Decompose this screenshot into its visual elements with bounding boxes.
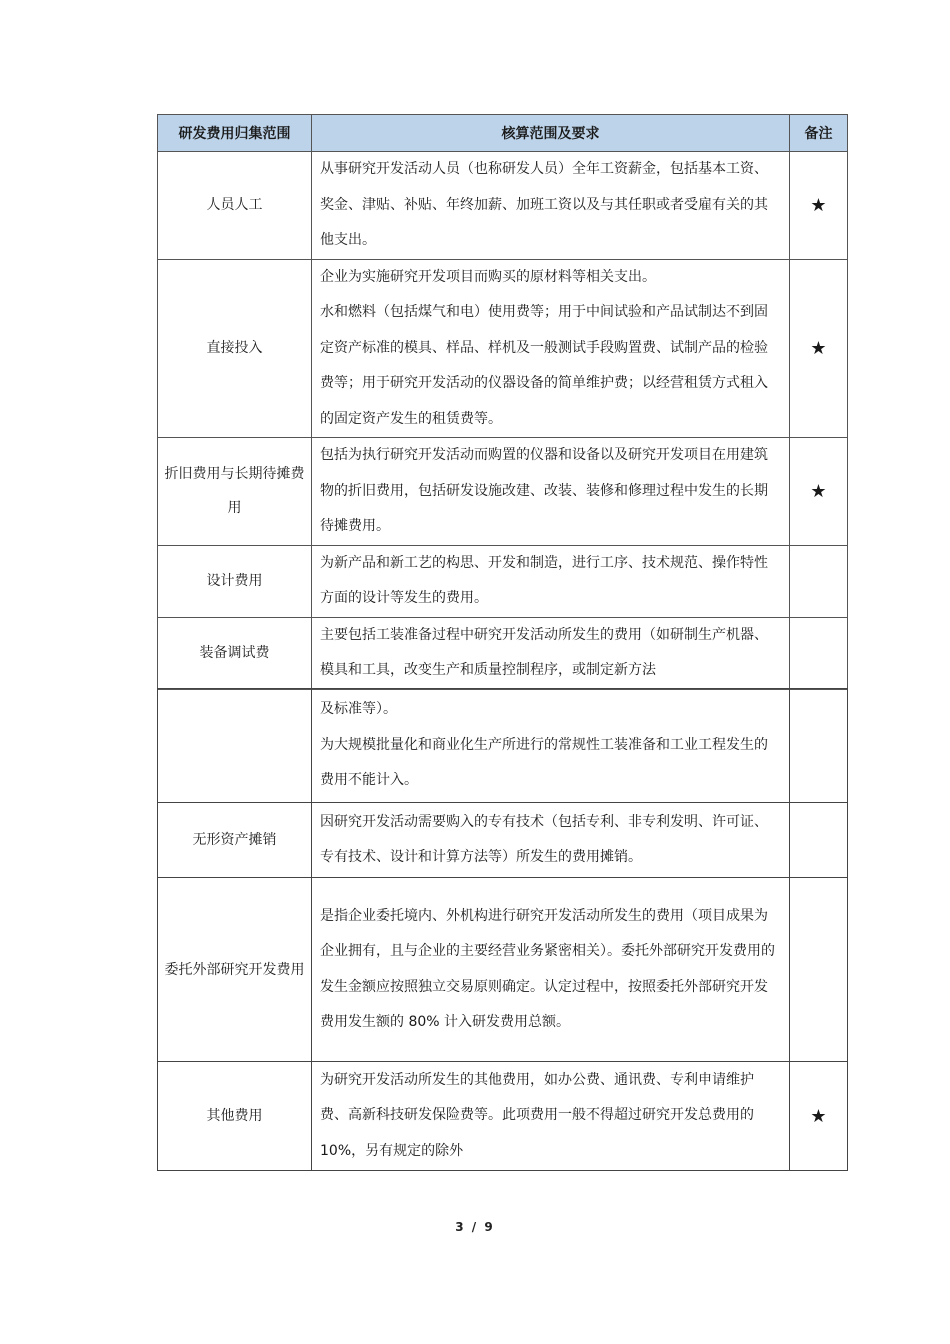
table-row	[158, 689, 848, 803]
scope-cell	[312, 689, 790, 803]
scope-text: 主要包括工装准备过程中研究开发活动所发生的费用（如研制生产机器、模具和工具，改变生产和质量控制程序，或制定新方法	[320, 626, 768, 678]
header-scope: 核算范围及要求	[312, 115, 790, 152]
note-cell	[790, 803, 848, 878]
note-cell	[790, 878, 848, 1062]
star-icon: ★	[790, 152, 848, 260]
scope-text: 为研究开发活动所发生的其他费用，如办公费、通讯费、专利申请维护费、高新科技研发保险费等。此项费用一般不得超过研究开发总费用的 10%，另有规定的除外	[320, 1071, 754, 1159]
table-row	[158, 878, 848, 1062]
category-cell: 委托外部研究开发费用	[158, 878, 312, 1062]
table-header-row	[158, 115, 848, 152]
table-row	[158, 1062, 848, 1171]
note-cell	[790, 545, 848, 617]
scope-cell	[312, 878, 790, 1062]
expense-table-part1	[157, 114, 848, 690]
scope-cell	[312, 259, 790, 438]
scope-text: 及标准等）。	[320, 701, 397, 718]
header-category: 研发费用归集范围	[158, 115, 312, 152]
scope-cell	[312, 545, 790, 617]
category-cell: 无形资产摊销	[158, 803, 312, 878]
scope-cell	[312, 1062, 790, 1171]
scope-text: 是指企业委托境内、外机构进行研究开发活动所发生的费用（项目成果为企业拥有，且与企业的主要经营业务紧密相关）。委托外部研究开发费用的发生金额应按照独立交易原则确定。认定过程中，按照委托外部研究开发费用发生额的 80% 计入研发费用总额。	[320, 907, 775, 1030]
category-cell	[158, 689, 312, 803]
note-cell	[790, 689, 848, 803]
scope-text: 为大规模批量化和商业化生产所进行的常规性工装准备和工业工程发生的费用不能计入。	[320, 736, 768, 789]
expense-table-part2	[157, 688, 848, 1171]
table-row	[158, 803, 848, 878]
table-row	[158, 438, 848, 546]
table-row	[158, 152, 848, 260]
star-icon: ★	[790, 1062, 848, 1171]
page-number: 3 / 9	[455, 1220, 495, 1234]
table-row	[158, 259, 848, 438]
category-cell: 其他费用	[158, 1062, 312, 1171]
category-cell: 设计费用	[158, 545, 312, 617]
scope-text: 因研究开发活动需要购入的专有技术（包括专利、非专利发明、许可证、专有技术、设计和计算方法等）所发生的费用摊销。	[320, 813, 768, 865]
category-cell: 直接投入	[158, 259, 312, 438]
table-row	[158, 617, 848, 689]
scope-cell	[312, 438, 790, 546]
scope-text: 为新产品和新工艺的构思、开发和制造，进行工序、技术规范、操作特性方面的设计等发生的费用。	[320, 554, 768, 606]
star-icon: ★	[790, 438, 848, 546]
note-cell	[790, 617, 848, 689]
scope-text: 企业为实施研究开发项目而购买的原材料等相关支出。	[320, 268, 656, 285]
scope-cell	[312, 803, 790, 878]
star-icon: ★	[790, 259, 848, 438]
category-cell: 装备调试费	[158, 617, 312, 689]
scope-cell	[312, 152, 790, 260]
category-cell: 人员人工	[158, 152, 312, 260]
header-note: 备注	[790, 115, 848, 152]
scope-text: 水和燃料（包括煤气和电）使用费等；用于中间试验和产品试制达不到固定资产标准的模具、样品、样机及一般测试手段购置费、试制产品的检验费等；用于研究开发活动的仪器设备的简单维护费；以经营租赁方式租入的固定资产发生的租赁费等。	[320, 304, 768, 427]
scope-text: 包括为执行研究开发活动而购置的仪器和设备以及研究开发项目在用建筑物的折旧费用，包括研发设施改建、改装、装修和修理过程中发生的长期待摊费用。	[320, 447, 768, 534]
scope-text: 从事研究开发活动人员（也称研发人员）全年工资薪金，包括基本工资、奖金、津贴、补贴、年终加薪、加班工资以及与其任职或者受雇有关的其他支出。	[320, 161, 768, 248]
category-cell: 折旧费用与长期待摊费用	[158, 438, 312, 546]
scope-cell	[312, 617, 790, 689]
table-row	[158, 545, 848, 617]
